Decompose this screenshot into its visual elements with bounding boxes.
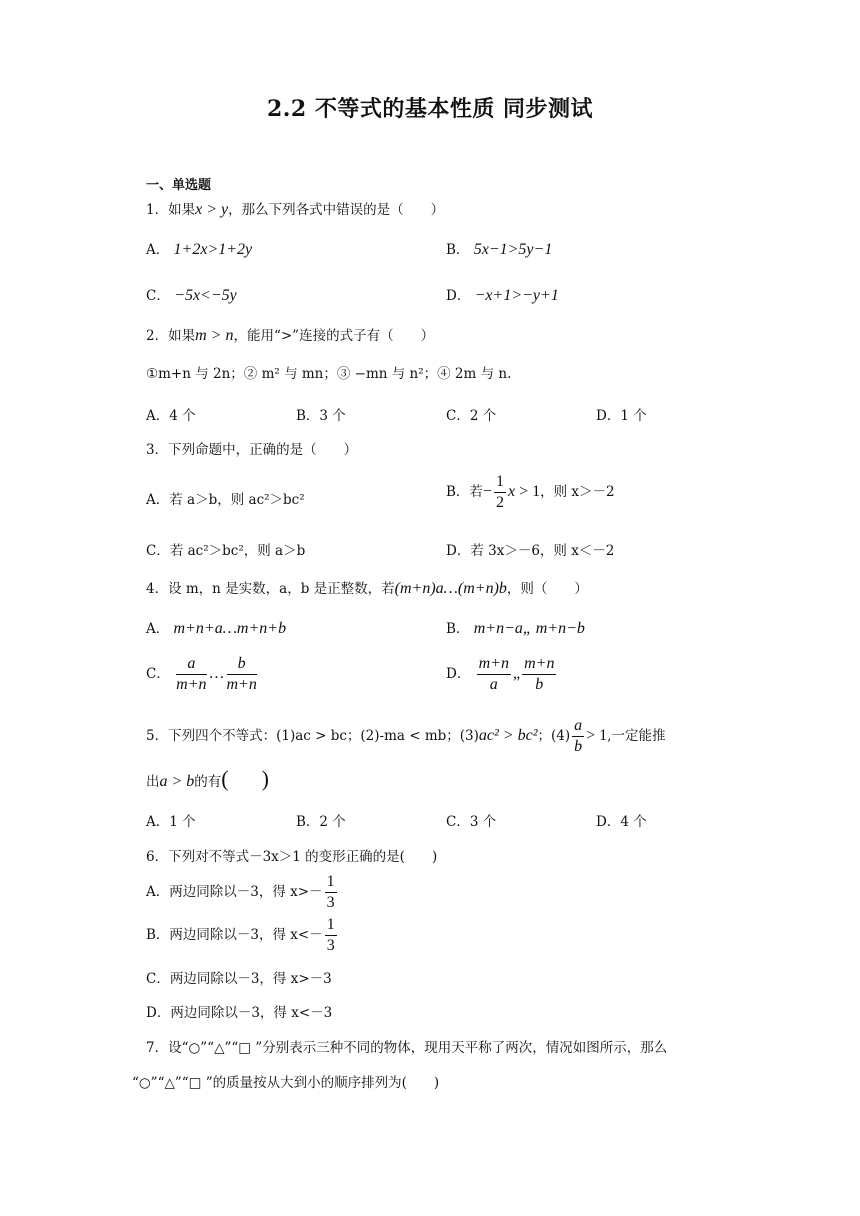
q4-option-b[interactable]: B． m+n−a„ m+n−b <box>446 620 585 637</box>
q1-option-b[interactable]: B． 5x−1>5y−1 <box>446 241 553 258</box>
q6-option-d[interactable]: D．两边同除以－3，得 x<－3 <box>146 1005 333 1021</box>
q4-option-c[interactable]: C． $\frac{a}{m+n}$ … $\frac{b}{m+n}$ <box>146 655 257 693</box>
q3-option-a[interactable]: A．若 a＞b，则 ac²＞bc² <box>146 492 305 508</box>
question-7-stem: 7．设“○”“△”“□ ”分别表示三种不同的物体，现用天平称了两次，情况如图所示，那么 <box>146 1040 668 1056</box>
q3-option-c[interactable]: C．若 ac²＞bc²，则 a＞b <box>146 543 306 559</box>
question-2-stem: 2．如果m > n，能用“>”连接的式子有（ ） <box>146 327 435 344</box>
q5-option-c[interactable]: C．3 个 <box>446 814 497 830</box>
q2-option-a[interactable]: A．4 个 <box>146 408 196 424</box>
question-2-items: ①m+n 与 2n；② m² 与 mn；③ −mn 与 n²；④ 2m 与 n. <box>146 366 512 382</box>
question-1-stem: 1．如果x > y，那么下列各式中错误的是（ ） <box>146 201 445 218</box>
q2-option-c[interactable]: C．2 个 <box>446 408 497 424</box>
q3-option-d[interactable]: D．若 3x＞－6，则 x＜－2 <box>446 543 615 559</box>
q4-option-d[interactable]: D． $\frac{m+n}{a}$ „ $\frac{m+n}{b}$ <box>446 655 555 693</box>
question-5-stem: 5．下列四个不等式：(1)ac > bc；(2)-ma < mb；(3)ac² > bc²；(4) $\frac{a}{b}$ > 1,一定能推 <box>146 717 666 755</box>
question-7-stem-line2: “○”“△”“□ ”的质量按从大到小的顺序排列为( ) <box>132 1075 440 1091</box>
page-title: 2.2 不等式的基本性质 同步测试 <box>266 96 594 122</box>
question-4-stem: 4．设 m，n 是实数，a，b 是正整数，若(m+n)a…(m+n)b，则（ ） <box>146 580 588 597</box>
question-6-stem: 6．下列对不等式－3x＞1 的变形正确的是( ) <box>146 849 438 865</box>
question-5-stem-line2: 出a > b的有( ) <box>146 766 269 791</box>
q6-option-a[interactable]: A．两边同除以－3，得 x>－ $\frac{1}{3}$ <box>146 873 335 911</box>
q1-option-c[interactable]: C． −5x<−5y <box>146 287 237 304</box>
q5-option-d[interactable]: D．4 个 <box>596 814 647 830</box>
q1-option-a[interactable]: A． 1+2x>1+2y <box>146 241 253 258</box>
section-heading: 一、单选题 <box>146 178 212 193</box>
question-3-stem: 3．下列命题中，正确的是（ ） <box>146 442 358 458</box>
q5-option-a[interactable]: A．1 个 <box>146 814 196 830</box>
q6-option-c[interactable]: C．两边同除以－3，得 x>－3 <box>146 971 332 987</box>
q4-option-a[interactable]: A． m+n+a…m+n+b <box>146 620 287 637</box>
q6-option-b[interactable]: B．两边同除以－3，得 x<－ $\frac{1}{3}$ <box>146 916 335 954</box>
q5-option-b[interactable]: B．2 个 <box>296 814 346 830</box>
q1-option-d[interactable]: D． −x+1>−y+1 <box>446 287 559 304</box>
q3-option-b[interactable]: B．若− $\frac{1}{2}$ x > 1，则 x＞－2 <box>446 473 615 511</box>
q2-option-d[interactable]: D．1 个 <box>596 408 647 424</box>
q2-option-b[interactable]: B．3 个 <box>296 408 346 424</box>
